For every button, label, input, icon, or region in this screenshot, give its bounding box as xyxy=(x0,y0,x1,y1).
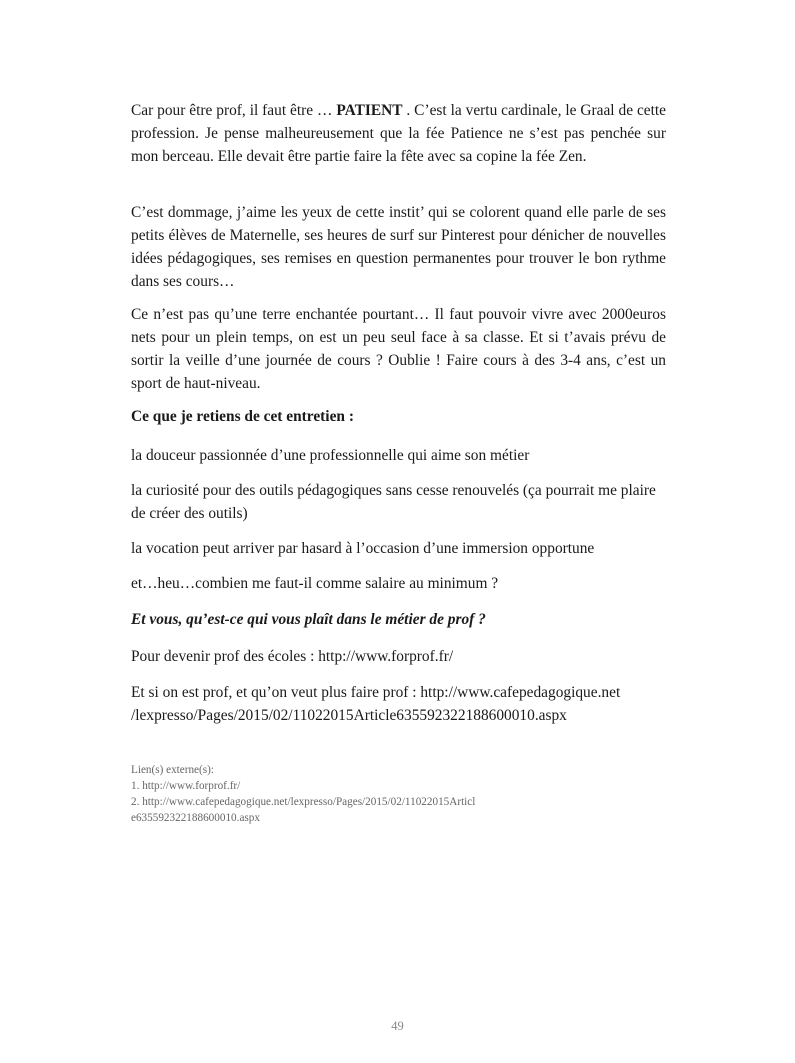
paragraph-instit: C’est dommage, j’aime les yeux de cette instit’ qui se colorent quand elle parle de ses petits élèves de Maternelle, ses heures de surf sur Pinterest pour dénicher de nouvelles idées pédagogiques, ses remises en question permanentes pour trouver le bon rythme dans ses cours… xyxy=(131,204,666,290)
external-link-item[interactable]: 1. http://www.forprof.fr/ xyxy=(131,780,241,792)
link-cafepedagogique-line2[interactable]: /lexpresso/Pages/2015/02/11022015Article635592322188600010.aspx xyxy=(131,707,567,724)
paragraph-patient-before: Car pour être prof, il faut être … xyxy=(131,102,337,119)
link-forprof[interactable]: Pour devenir prof des écoles : http://www.forprof.fr/ xyxy=(131,648,454,665)
paragraph-reality: Ce n’est pas qu’une terre enchantée pourtant… Il faut pouvoir vivre avec 2000euros nets pour un plein temps, on est un peu seul face à sa classe. Et si t’avais prévu de sortir la veille d’une journée de cours ? Oublie ! Faire cours à des 3-4 ans, c’est un sport de haut-niveau. xyxy=(131,306,666,392)
takeaway-item: la curiosité pour des outils pédagogiques sans cesse renouvelés (ça pourrait me plaire de créer des outils) xyxy=(131,482,656,522)
reader-question: Et vous, qu’est-ce qui vous plaît dans le métier de prof ? xyxy=(131,611,486,628)
paragraph-patient xyxy=(131,99,666,168)
patient-emphasis: PATIENT xyxy=(336,102,403,119)
external-link-item[interactable]: 2. http://www.cafepedagogique.net/lexpresso/Pages/2015/02/11022015Articl xyxy=(131,796,476,808)
takeaways-heading: Ce que je retiens de cet entretien : xyxy=(131,408,354,425)
takeaway-item: la douceur passionnée d’une professionnelle qui aime son métier xyxy=(131,447,530,464)
link-cafepedagogique[interactable] xyxy=(131,681,666,727)
external-links-section xyxy=(131,762,551,826)
external-link-item[interactable]: e635592322188600010.aspx xyxy=(131,812,260,824)
takeaway-item: et…heu…combien me faut-il comme salaire au minimum ? xyxy=(131,575,499,592)
link-cafepedagogique-line1[interactable]: Et si on est prof, et qu’on veut plus faire prof : http://www.cafepedagogique.net xyxy=(131,684,621,701)
takeaway-item: la vocation peut arriver par hasard à l’occasion d’une immersion opportune xyxy=(131,540,595,557)
page-number: 49 xyxy=(391,1019,404,1033)
external-links-title: Lien(s) externe(s): xyxy=(131,764,214,776)
paragraph-patient-after: . C’est la vertu cardinale, le Graal de cette profession. Je pense malheureusement que la fée Patience ne s’est pas penchée sur mon berceau. Elle devait être partie faire la fête avec sa copine la fée Zen. xyxy=(131,102,666,165)
